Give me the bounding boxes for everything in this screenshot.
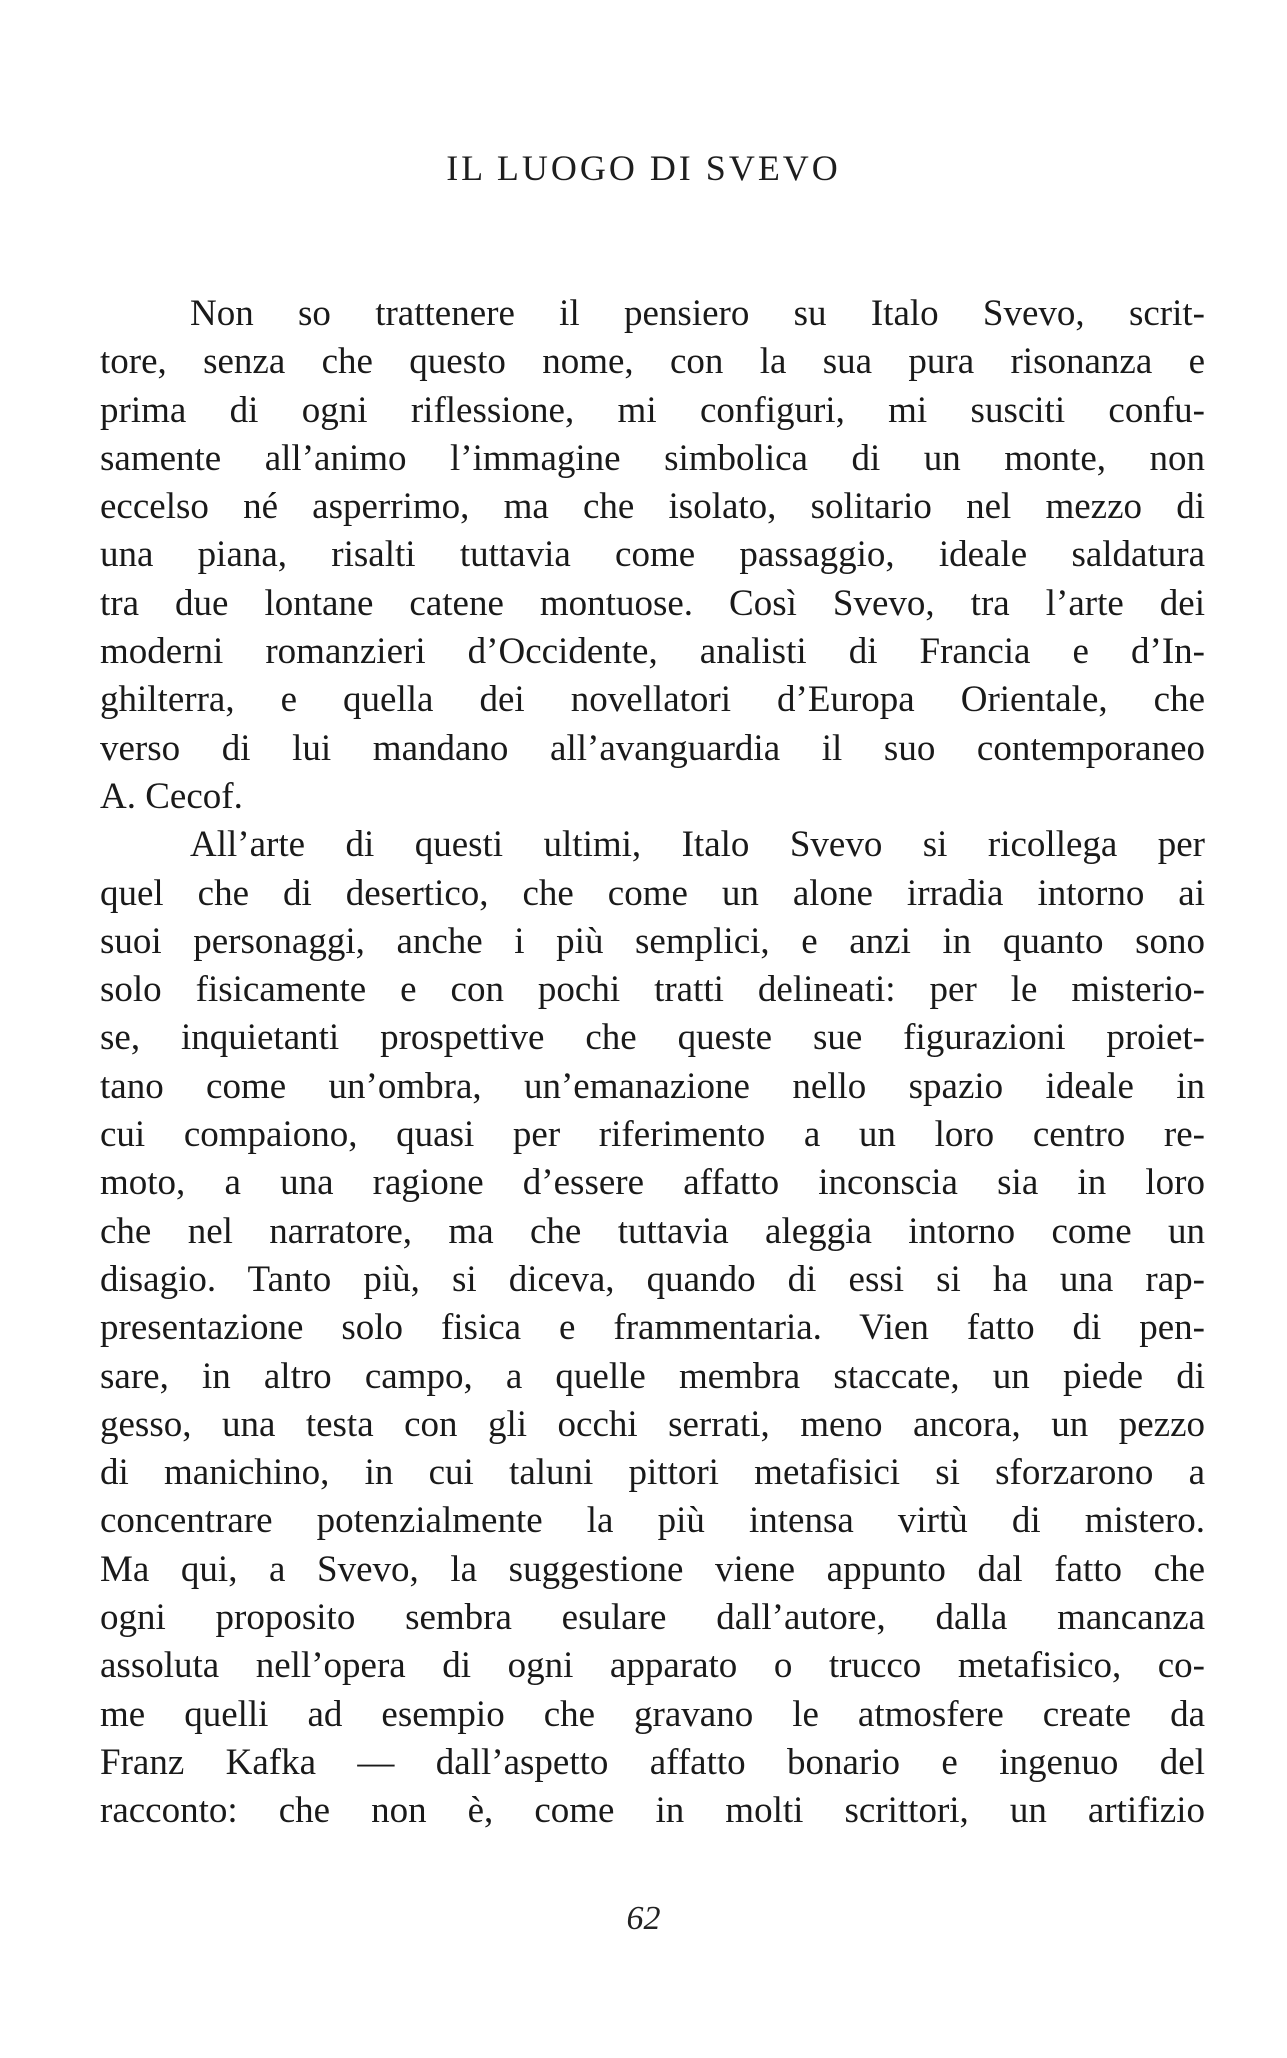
text-line: una piana, risalti tuttavia come passaggio, ideale saldatura bbox=[100, 534, 1205, 576]
text-line: All’arte di questi ultimi, Italo Svevo si ricollega per bbox=[190, 824, 1205, 866]
text-line: quel che di desertico, che come un alone irradia intorno ai bbox=[100, 872, 1205, 914]
text-line: concentrare potenzialmente la più intensa virtù di mistero. bbox=[100, 1500, 1205, 1542]
text-line: Non so trattenere il pensiero su Italo Svevo, scrit- bbox=[190, 293, 1205, 334]
text-line: tano come un’ombra, un’emanazione nello spazio ideale in bbox=[100, 1065, 1205, 1107]
text-line: racconto: che non è, come in molti scrittori, un artifizio bbox=[100, 1790, 1205, 1832]
text-line: sare, in altro campo, a quelle membra staccate, un piede di bbox=[100, 1355, 1205, 1397]
text-line: che nel narratore, ma che tuttavia aleggia intorno come un bbox=[100, 1210, 1205, 1252]
text-line: ogni proposito sembra esulare dall’autore, dalla mancanza bbox=[100, 1597, 1205, 1639]
text-line: Franz Kafka — dall’aspetto affatto bonario e ingenuo del bbox=[100, 1741, 1205, 1783]
text-line: gesso, una testa con gli occhi serrati, meno ancora, un pezzo bbox=[100, 1403, 1205, 1445]
text-line: A. Cecof. bbox=[100, 775, 243, 817]
body-text bbox=[100, 290, 1205, 1836]
text-line: verso di lui mandano all’avanguardia il suo contemporaneo bbox=[100, 727, 1205, 769]
text-line: suoi personaggi, anche i più semplici, e anzi in quanto sono bbox=[100, 920, 1205, 962]
text-line: presentazione solo fisica e frammentaria. Vien fatto di pen- bbox=[100, 1307, 1205, 1349]
text-line: Ma qui, a Svevo, la suggestione viene appunto dal fatto che bbox=[100, 1548, 1205, 1590]
paragraph-2 bbox=[100, 821, 1205, 1835]
page-number: 62 bbox=[626, 1900, 661, 1937]
text-line: moto, a una ragione d’essere affatto inconscia sia in loro bbox=[100, 1162, 1205, 1204]
text-line: cui compaiono, quasi per riferimento a un loro centro re- bbox=[100, 1114, 1205, 1156]
text-line: samente all’animo l’immagine simbolica di un monte, non bbox=[100, 437, 1205, 479]
text-line: eccelso né asperrimo, ma che isolato, solitario nel mezzo di bbox=[100, 486, 1205, 528]
text-line: prima di ogni riflessione, mi configuri, mi susciti confu- bbox=[100, 389, 1205, 431]
text-line: assoluta nell’opera di ogni apparato o trucco metafisico, co- bbox=[100, 1645, 1205, 1687]
text-line: moderni romanzieri d’Occidente, analisti di Francia e d’In- bbox=[100, 631, 1205, 673]
text-line: ghilterra, e quella dei novellatori d’Europa Orientale, che bbox=[100, 679, 1205, 721]
text-line: di manichino, in cui taluni pittori metafisici si sforzarono a bbox=[100, 1452, 1205, 1494]
text-line: me quelli ad esempio che gravano le atmosfere create da bbox=[100, 1693, 1205, 1735]
text-line: se, inquietanti prospettive che queste sue figurazioni proiet- bbox=[100, 1017, 1205, 1059]
text-line: solo fisicamente e con pochi tratti delineati: per le misterio- bbox=[100, 969, 1205, 1011]
paragraph-1 bbox=[100, 290, 1205, 821]
text-line: disagio. Tanto più, si diceva, quando di essi si ha una rap- bbox=[100, 1258, 1205, 1300]
chapter-title: IL LUOGO DI SVEVO bbox=[446, 148, 841, 188]
text-line: tore, senza che questo nome, con la sua pura risonanza e bbox=[100, 341, 1205, 383]
text-line: tra due lontane catene montuose. Così Svevo, tra l’arte dei bbox=[100, 582, 1205, 624]
